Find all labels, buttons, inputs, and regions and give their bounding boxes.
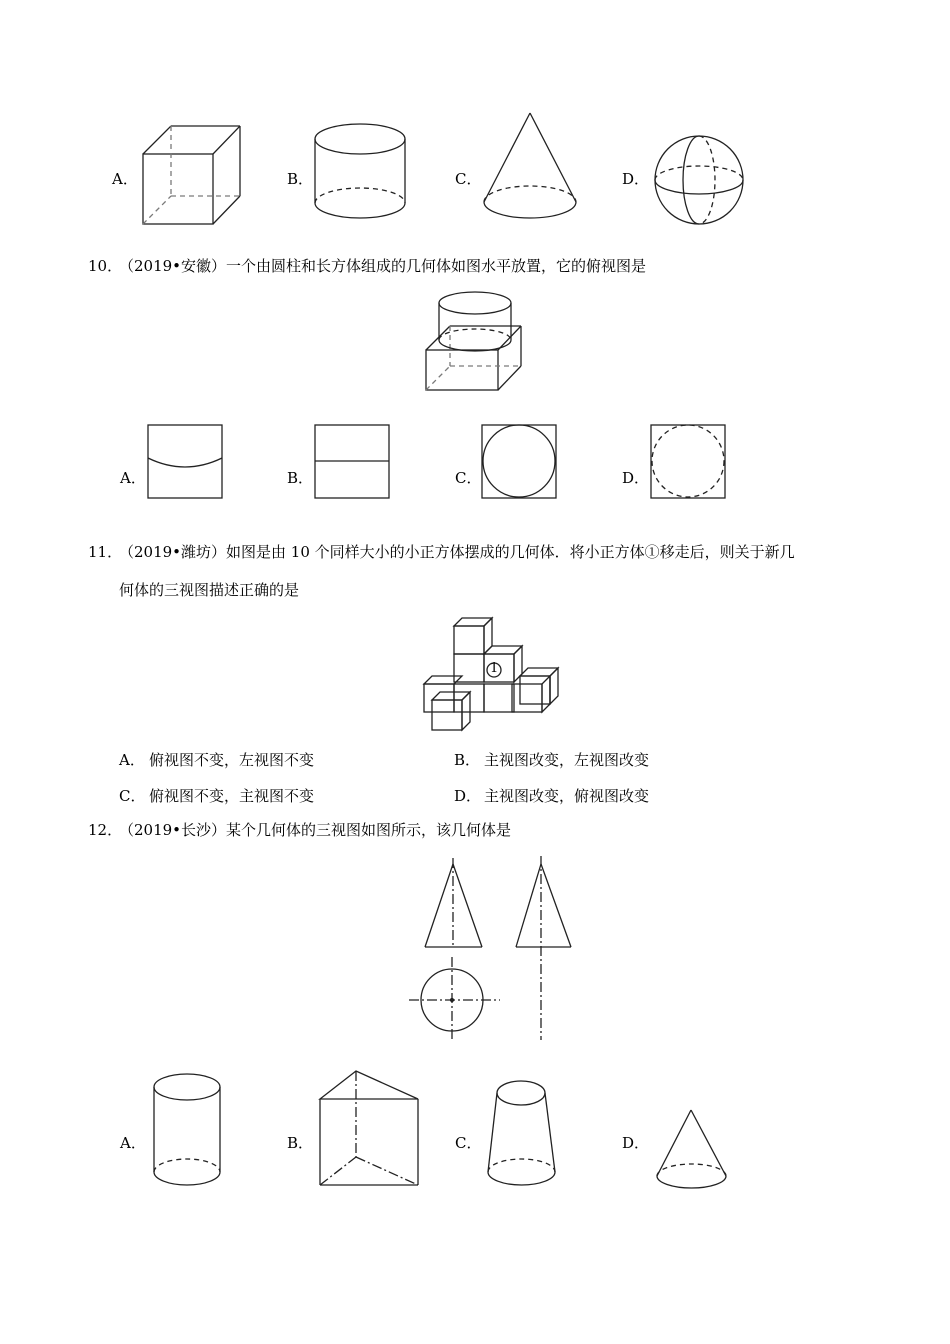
q11-question-line2: 何体的三视图描述正确的是 — [119, 581, 300, 599]
q11-question-line1: （2019•潍坊）如图是由 10 个同样大小的小正方体摆成的几何体．将小正方体①移走后，则关于新几 — [119, 543, 795, 561]
q11-choice-c-label: C． — [119, 787, 146, 805]
q11-choice-c-text: 俯视图不变，主视图不变 — [149, 787, 315, 805]
q9-option-b-label: B． — [287, 170, 314, 188]
q11-cube-marker: 1 — [490, 661, 499, 676]
q11-choice-d-label: D． — [454, 787, 482, 805]
q9-option-c-label: C． — [455, 170, 482, 188]
q10-number: 10． — [88, 257, 123, 275]
q11-choice-d-text: 主视图改变，俯视图改变 — [484, 787, 650, 805]
q12-option-c-label: C． — [455, 1134, 482, 1152]
q12-option-a-label: A． — [120, 1134, 146, 1152]
q12-option-b-label: B． — [287, 1134, 314, 1152]
q12-number: 12． — [88, 821, 123, 839]
q11-number: 11． — [88, 543, 123, 561]
q12-option-d-label: D． — [622, 1134, 650, 1152]
q11-choice-a-text: 俯视图不变，左视图不变 — [149, 751, 315, 769]
q10-question-text: （2019•安徽）一个由圆柱和长方体组成的几何体如图水平放置，它的俯视图是 — [119, 257, 647, 275]
q11-choice-a-label: A． — [119, 751, 145, 769]
q10-option-b-label: B． — [287, 469, 314, 487]
q11-choice-b-text: 主视图改变，左视图改变 — [484, 751, 650, 769]
q10-option-d-label: D． — [622, 469, 650, 487]
q10-option-a-label: A． — [120, 469, 146, 487]
q9-option-a-label: A． — [112, 170, 138, 188]
q10-option-c-label: C． — [455, 469, 482, 487]
q12-question-text: （2019•长沙）某个几何体的三视图如图所示，该几何体是 — [119, 821, 512, 839]
q11-choice-b-label: B． — [454, 751, 481, 769]
q9-option-d-label: D． — [622, 170, 650, 188]
